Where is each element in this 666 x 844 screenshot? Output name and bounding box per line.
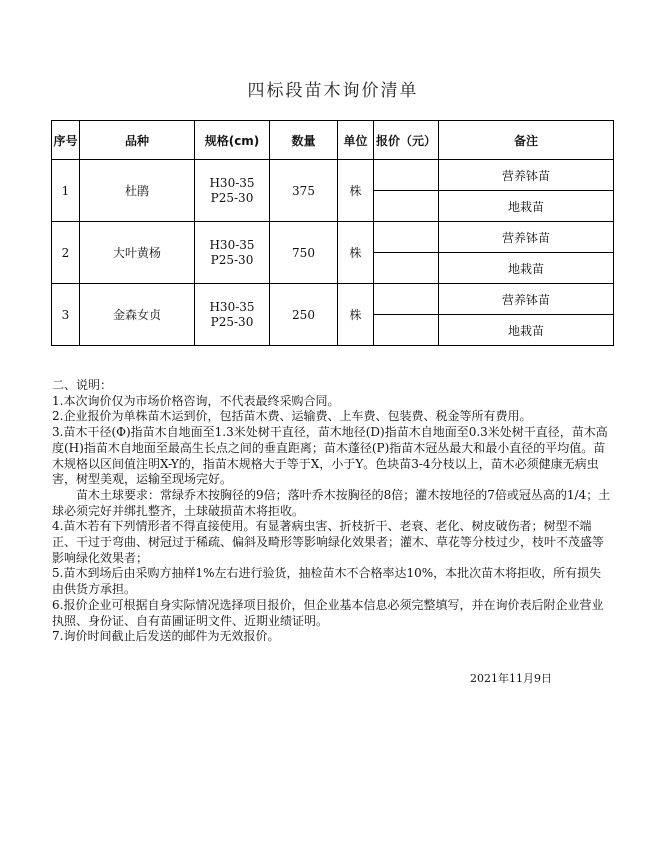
spec-height: H30-35 — [209, 175, 255, 190]
row-unit: 株 — [338, 160, 374, 222]
note-item: 3.苗木干径(Φ)指苗木自地面至1.3米处树干直径，苗木地径(D)指苗木自地面至0.3米处树干直径，苗木高度(H)指苗木自地面至最高生长点之间的垂直距离；苗木蓬径(P)指苗木冠丛最大和最小直径的平均值。苗木规格以区间值注明X-Y的，指苗木规格大于等于X，小于Y。色块苗3-4分枝以上，苗木必须健康无病虫害，树型美观，运输至现场完好。 — [52, 425, 608, 487]
spec-spread: P25-30 — [210, 252, 254, 267]
row-no: 3 — [52, 284, 80, 346]
note-item: 6.报价企业可根据自身实际情况选择项目报价，但企业基本信息必须完整填写，并在询价表后附企业营业执照、身份证、自有苗圃证明文件、近期业绩证明。 — [52, 597, 604, 628]
page-title: 四标段苗木询价清单 — [247, 81, 419, 101]
notes-heading: 二、说明： — [52, 378, 113, 392]
row-qty: 375 — [270, 160, 338, 222]
notes-section — [52, 378, 612, 645]
spec-height: H30-35 — [209, 299, 255, 314]
document-date: 2021年11月9日 — [470, 672, 552, 685]
row-unit: 株 — [338, 222, 374, 284]
header-species: 品种 — [80, 121, 195, 160]
table-row — [52, 222, 614, 253]
price-cell[interactable] — [374, 160, 439, 191]
header-price: 报价（元） — [374, 121, 439, 160]
note-cell: 地栽苗 — [439, 315, 614, 346]
row-species: 大叶黄杨 — [80, 222, 195, 284]
note-cell: 地栽苗 — [439, 191, 614, 222]
price-cell[interactable] — [374, 315, 439, 346]
note-cell: 地栽苗 — [439, 253, 614, 284]
header-no: 序号 — [52, 121, 80, 160]
spec-spread: P25-30 — [210, 314, 254, 329]
price-cell[interactable] — [374, 222, 439, 253]
row-unit: 株 — [338, 284, 374, 346]
spec-height: H30-35 — [209, 237, 255, 252]
row-species: 杜鹃 — [80, 160, 195, 222]
table-header-row — [52, 121, 614, 160]
row-no: 2 — [52, 222, 80, 284]
spec-spread: P25-30 — [210, 190, 254, 205]
header-qty: 数量 — [270, 121, 338, 160]
header-spec: 规格(cm) — [195, 121, 270, 160]
row-spec — [195, 160, 270, 222]
row-qty: 250 — [270, 284, 338, 346]
price-cell[interactable] — [374, 284, 439, 315]
note-item: 1.本次询价仅为市场价格咨询，不代表最终采购合同。 — [52, 393, 340, 408]
note-item: 7.询价时间截止后发送的邮件为无效报价。 — [52, 629, 280, 644]
note-item: 5.苗木到场后由采购方抽样1%左右进行验货，抽检苗木不合格率达10%，本批次苗木将拒收，所有损失由供货方承担。 — [52, 566, 602, 597]
header-note: 备注 — [439, 121, 614, 160]
row-spec — [195, 284, 270, 346]
header-unit: 单位 — [338, 121, 374, 160]
note-item: 2.企业报价为单株苗木运到价，包括苗木费、运输费、上车费、包装费、税金等所有费用。 — [52, 409, 532, 424]
row-spec — [195, 222, 270, 284]
note-item: 4.苗木若有下列情形者不得直接使用。有显著病虫害、折枝折干、老衰、老化、树皮破伤者；树型不端正、干过于弯曲、树冠过于稀疏、偏斜及畸形等影响绿化效果者；灌木、草花等分枝过少，枝叶不茂盛等影响绿化效果者； — [52, 519, 605, 565]
note-item: 苗木土球要求：常绿乔木按胸径的9倍；落叶乔木按胸径的8倍；灌木按地径的7倍或冠丛高的1/4；土球必须完好并绑扎整齐，土球破损苗木将拒收。 — [52, 487, 611, 518]
row-qty: 750 — [270, 222, 338, 284]
note-cell: 营养钵苗 — [439, 284, 614, 315]
table-row — [52, 284, 614, 315]
note-cell: 营养钵苗 — [439, 160, 614, 191]
price-cell[interactable] — [374, 253, 439, 284]
price-cell[interactable] — [374, 191, 439, 222]
quote-table — [51, 120, 614, 346]
row-species: 金森女贞 — [80, 284, 195, 346]
table-row — [52, 160, 614, 191]
row-no: 1 — [52, 160, 80, 222]
note-cell: 营养钵苗 — [439, 222, 614, 253]
